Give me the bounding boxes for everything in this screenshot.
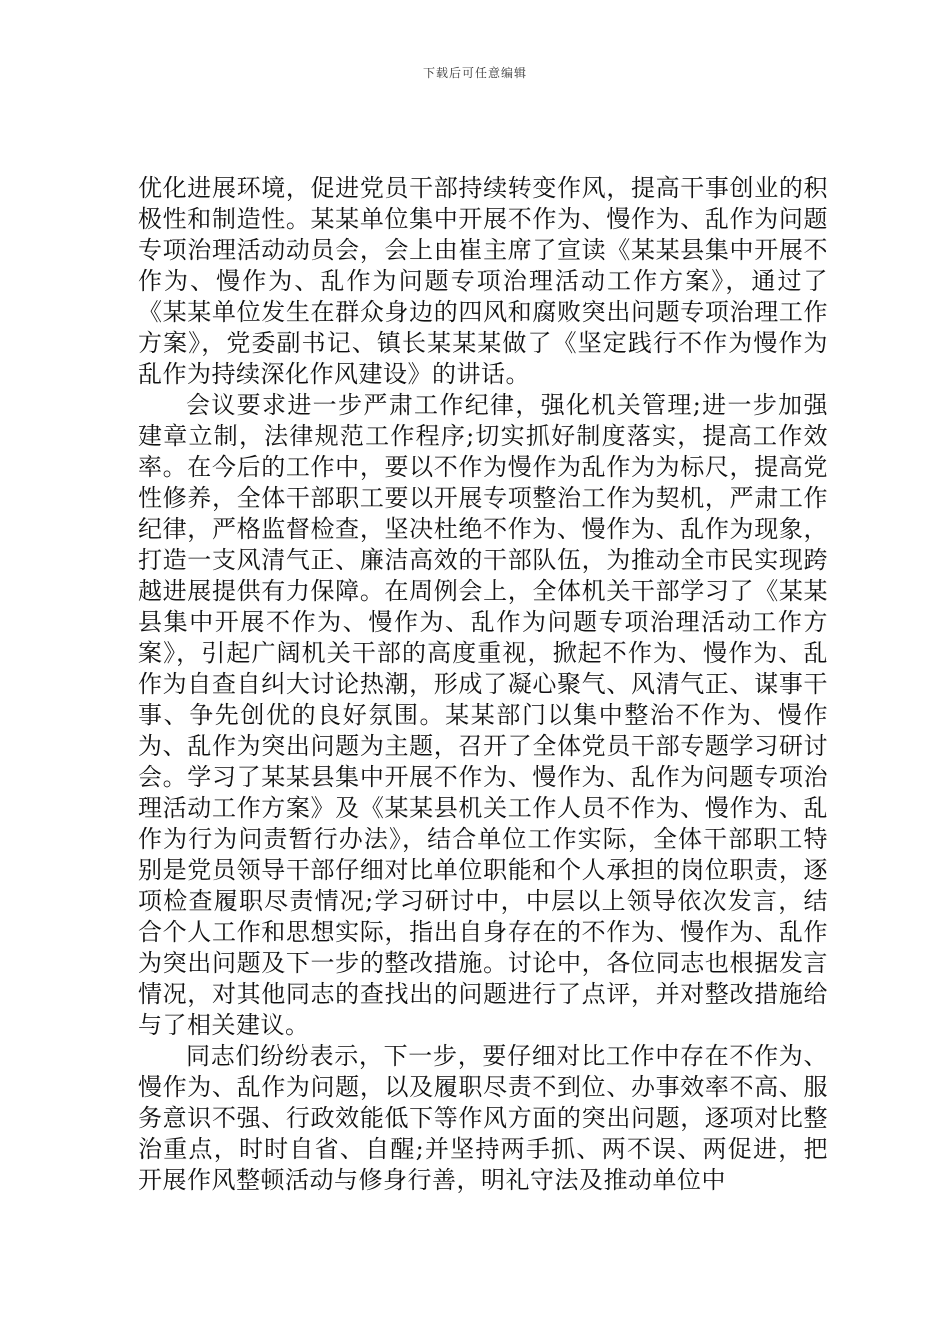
document-body: [138, 173, 828, 1196]
paragraph: 会议要求进一步严肃工作纪律，强化机关管理;进一步加强建章立制，法律规范工作程序;切实抓好制度落实，提高工作效率。在今后的工作中，要以不作为慢作为乱作为为标尺，提高党性修养，全体干部职工要以开展专项整治工作为契机，严肃工作纪律，严格监督检查，坚决杜绝不作为、慢作为、乱作为现象，打造一支风清气正、廉洁高效的干部队伍，为推动全市民实现跨越进展提供有力保障。在周例会上，全体机关干部学习了《某某县集中开展不作为、慢作为、乱作为问题专项治理活动工作方案》，引起广阔机关干部的高度重视，掀起不作为、慢作为、乱作为自查自纠大讨论热潮，形成了凝心聚气、风清气正、谋事干事、争先创优的良好氛围。某某部门以集中整治不作为、慢作为、乱作为突出问题为主题，召开了全体党员干部专题学习研讨会。学习了某某县集中开展不作为、慢作为、乱作为问题专项治理活动工作方案》及《某某县机关工作人员不作为、慢作为、乱作为行为问责暂行办法》，结合单位工作实际，全体干部职工特别是党员领导干部仔细对比单位职能和个人承担的岗位职责，逐项检查履职尽责情况;学习研讨中，中层以上领导依次发言，结合个人工作和思想实际，指出自身存在的不作为、慢作为、乱作为突出问题及下一步的整改措施。讨论中，各位同志也根据发言情况，对其他同志的查找出的问题进行了点评，并对整改措施给与了相关建议。: [138, 391, 828, 1039]
page-header: 下载后可任意编辑: [422, 66, 527, 80]
paragraph-continued: 优化进展环境，促进党员干部持续转变作风，提高干事创业的积极性和制造性。某某单位集中开展不作为、慢作为、乱作为问题专项治理活动动员会，会上由崔主席了宣读《某某县集中开展不作为、慢作为、乱作为问题专项治理活动工作方案》，通过了《某某单位发生在群众身边的四风和腐败突出问题专项治理工作方案》，党委副书记、镇长某某某做了《坚定践行不作为慢作为乱作为持续深化作风建设》的讲话。: [138, 174, 828, 388]
paragraph: 同志们纷纷表示，下一步，要仔细对比工作中存在不作为、慢作为、乱作为问题，以及履职尽责不到位、办事效率不高、服务意识不强、行政效能低下等作风方面的突出问题，逐项对比整治重点，时时自省、自醒;并坚持两手抓、两不误、两促进，把开展作风整顿活动与修身行善，明礼守法及推动单位中: [138, 1042, 828, 1194]
